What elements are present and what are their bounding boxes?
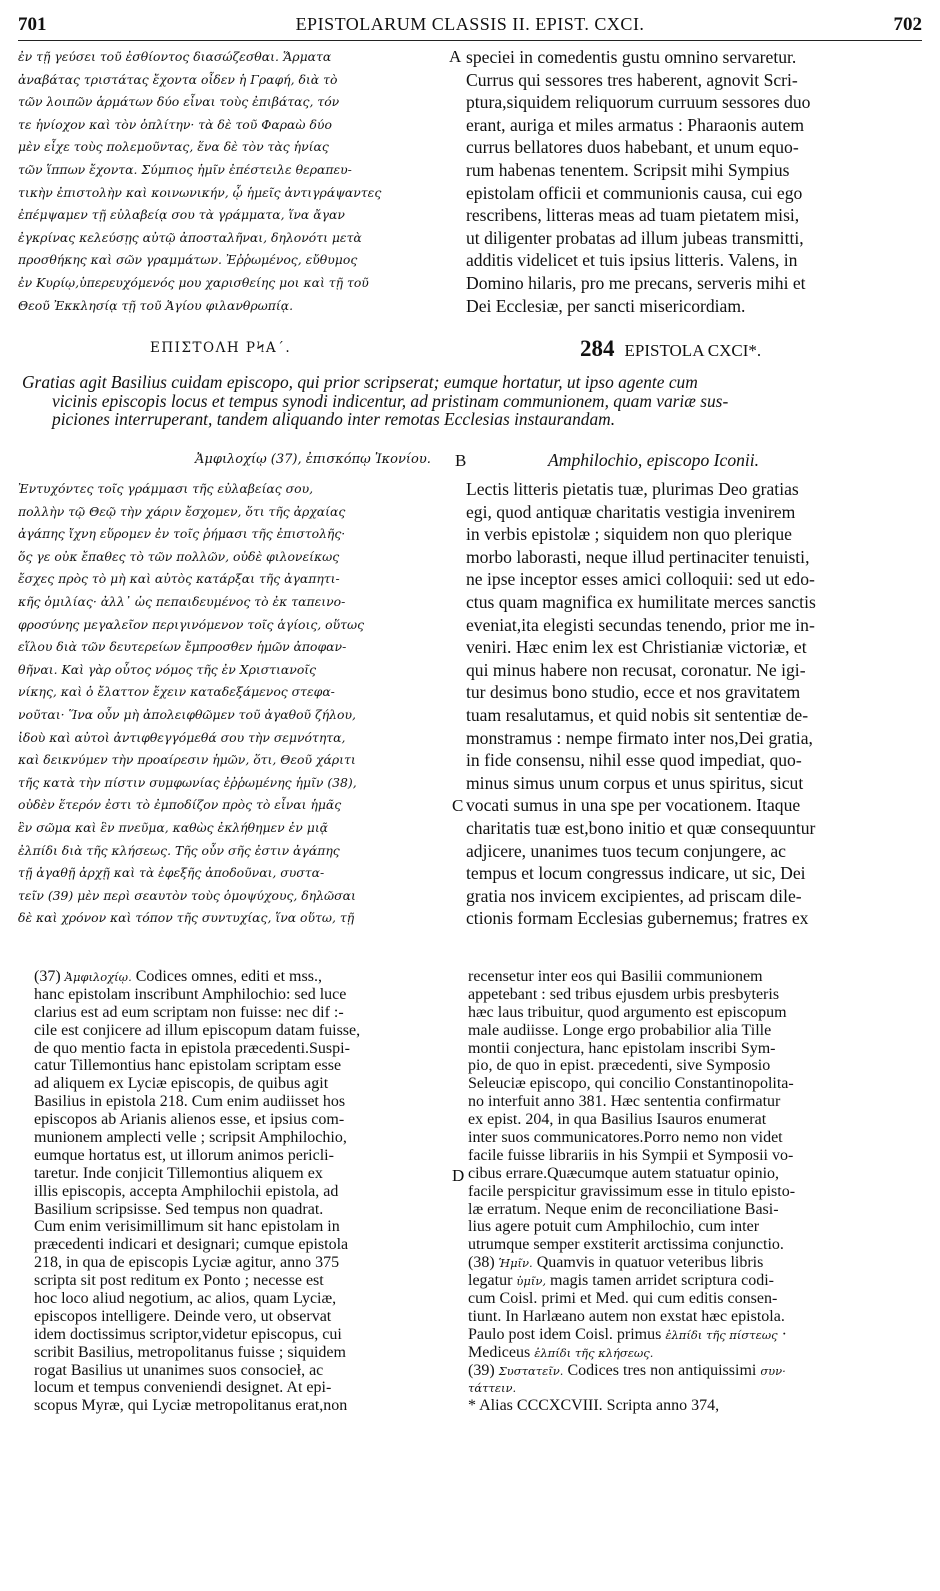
greek-text-line: τε ἡνίοχον καὶ τὸν ὁπλίτην· τὰ δὲ τοῦ Φαραὼ δύο <box>18 116 332 132</box>
footnote-line <box>34 1129 456 1147</box>
latin-text-line: adjicere, unanimes tuos tecum conjungere, ac <box>466 840 786 861</box>
footnote-greek-word: ἐλπίδι τῆς κλήσεως. <box>534 1345 654 1360</box>
footnote-line <box>468 1075 924 1093</box>
footnote-text: catur Tillemontius hanc epistolam scriptam esse <box>34 1057 342 1075</box>
footnote-line <box>34 1075 456 1093</box>
summary-line: vicinis episcopis locus et tempus synodi indicentur, ad pristinam communionem, quam variæ sus- <box>52 390 729 411</box>
greek-text-line: προσθήκης καὶ σῶν γραμμάτων. Ἐῤῥωμένος, εὔθυμος <box>18 252 358 268</box>
epistle-title-greek: ΕΠΙΣΤΟΛΗ ΡϞΑ΄. <box>150 340 292 356</box>
latin-text-line: ctus quam magnifica ex humilitate merces sanctis <box>466 591 816 612</box>
footnote-line <box>468 1362 924 1380</box>
greek-text-line: μὲν εἶχε τοὺς πολεμοῦντας, ἕνα δὲ τὸν τὰς ἡνίας <box>18 139 329 155</box>
footnote-greek-word: Ἡμῖν. <box>498 1256 533 1271</box>
margin-letter-d: D <box>452 1166 465 1185</box>
greek-text-line: ἐγκρίνας κελεύσῃς αὐτῷ ἀποσταλῆναι, δηλονότι μετὰ <box>18 229 362 245</box>
footnote-text: pio, de quo in epist. præcedenti, sive Symposio <box>468 1057 771 1075</box>
footnote-line <box>468 1290 924 1308</box>
footnote-text: rogat Basilius ut unanimes suos consocieł, ac <box>34 1361 324 1379</box>
footnote-line <box>34 1022 456 1040</box>
footnote-line <box>34 1093 456 1111</box>
footnote-text: eumque hortatus est, ut illorum animos pericli- <box>34 1146 334 1164</box>
footnote-text: utrumque semper exstiterit arctissima conjunctio. <box>468 1236 784 1254</box>
latin-text-line: tempus et locum congressus indicare, ut sic, Dei <box>466 863 806 884</box>
footnote-line <box>468 1218 924 1236</box>
epistle-label: EPISTOLA CXCI*. <box>624 341 762 360</box>
running-header <box>18 14 922 36</box>
footnote-line <box>34 1111 456 1129</box>
footnote-line <box>34 1272 456 1290</box>
footnote-text: Paulo post idem Coisl. primus <box>468 1325 666 1343</box>
footnote-line <box>34 1397 456 1415</box>
footnote-text: montii conjectura, hanc epistolam inscribi Sym- <box>468 1039 776 1057</box>
footnote-greek-word: Ἀμφιλοχίῳ. <box>64 970 132 984</box>
latin-text-line: speciei in comedentis gustu omnino servaretur. <box>466 47 797 67</box>
latin-column-top <box>466 46 922 317</box>
greek-text-line: τῶν ἵππων ἔχοντα. Σύμπιος ἡμῖν ἐπέστειλε θεραπευ- <box>18 161 352 177</box>
latin-text-line: Lectis litteris pietatis tuæ, plurimas Deo gratias <box>466 479 799 499</box>
footnote-line <box>34 1236 456 1254</box>
latin-text-line: egi, quod antiquæ charitatis vestigia invenirem <box>466 501 796 522</box>
footnotes-left <box>34 968 456 1415</box>
footnote-line <box>468 1040 924 1058</box>
footnote-line <box>34 1165 456 1183</box>
footnote-text: facile fuisse librariis in his Sympii et Symposii vo- <box>468 1146 794 1164</box>
footnote-line <box>34 1201 456 1219</box>
margin-letter-c: C <box>452 796 464 815</box>
greek-text-line: ἀγάπης ἴχνη εὕρομεν ἐν τοῖς ῥήμασι τῆς ἐπιστολῆς· <box>18 526 346 542</box>
greek-text-line: κῆς ὁμιλίας· ἀλλ᾽ ὡς πεπαιδευμένος τὸ ἐκ ταπεινο- <box>18 593 346 609</box>
footnote-text: recensetur inter eos qui Basilii communionem <box>468 968 763 985</box>
footnotes-right <box>468 968 924 1415</box>
latin-text-line: morbo laborasti, neque illud pertinaciter tenuisti, <box>466 546 810 567</box>
greek-text-line: θῆναι. Καὶ γὰρ οὗτος νόμος τῆς ἐν Χριστιανοῖς <box>18 661 317 677</box>
footnote-text: Basilium scripsisse. Sed tempus non quadrat. <box>34 1200 324 1218</box>
epistle-title-latin <box>580 336 761 362</box>
latin-text-line: qui minus habere non recusat, coronatur. Ne igi- <box>466 659 806 680</box>
greek-text-line: Θεοῦ Ἐκκλησίᾳ τῇ τοῦ Ἁγίου φιλανθρωπίᾳ. <box>18 297 294 313</box>
footnote-text: lius agere potuit cum Amphilochio, cum inter <box>468 1218 760 1236</box>
footnote-line <box>468 1129 924 1147</box>
greek-text-line: ἀναβάτας τριστάτας ἔχοντα οἶδεν ἡ Γραφή, διὰ τὸ <box>18 71 338 87</box>
greek-text-line: ὅς γε οὐκ ἔπαθες τὸ τῶν πολλῶν, οὐδὲ φιλονείκως <box>18 548 340 564</box>
footnote-text: hanc epistolam inscribunt Amphilochio: sed luce <box>34 985 347 1003</box>
greek-text-line: πολλὴν τῷ Θεῷ τὴν χάριν ἔσχομεν, ὅτι τῆς ἀρχαίας <box>18 503 346 519</box>
page-number-right: 702 <box>893 14 922 35</box>
footnote-text: ad aliquem ex Lyciæ episcopis, de quibus agit <box>34 1075 329 1093</box>
greek-text-line: φροσύνης μεγαλεῖον περιγινόμενον τοῖς ἁγίοις, οὕτως <box>18 616 365 632</box>
footnote-text: præcedenti indicari et designari; cumque epistola <box>34 1236 349 1254</box>
footnote-line <box>468 1326 924 1344</box>
greek-text-line: Ἐντυχόντες τοῖς γράμμασι τῆς εὐλαβείας σου, <box>18 481 314 496</box>
greek-column-top <box>18 46 454 317</box>
latin-text-line: rescribens, litteras meas ad tuam pietatem misi, <box>466 205 800 226</box>
greek-text-line: εἵλου διὰ τῶν δευτερείων ἔμπροσθεν ἡμῶν ἀποφαν- <box>18 639 347 655</box>
footnote-text: Codices omnes, editi et mss., <box>131 968 322 985</box>
latin-text-line: veniri. Hæc enim lex est Christianiæ victoriæ, et <box>466 637 807 658</box>
footnote-line <box>34 1344 456 1362</box>
footnote-text: taretur. Inde conjicit Tillemontius aliquem ex <box>34 1164 323 1182</box>
greek-text-line: τεῖν (39) μὲν περὶ σεαυτὸν τοὺς ὁμοψύχους, δηλῶσαι <box>18 887 356 903</box>
greek-text-line: νοῦται· Ἵνα οὖν μὴ ἀπολειφθῶμεν τοῦ ἀγαθοῦ ζήλου, <box>18 706 356 722</box>
footnote-line <box>34 1218 456 1236</box>
footnote-line <box>468 1165 924 1183</box>
footnote-line <box>34 1362 456 1380</box>
footnote-text: (37) <box>34 968 65 985</box>
greek-text-line: ἐν Κυρίῳ,ὑπερευχόμενός μου χαρισθείης μοι καὶ τῇ τοῦ <box>18 274 369 290</box>
footnote-text: scripta sit post reditum ex Ponto ; necesse est <box>34 1272 324 1290</box>
footnote-line <box>34 1040 456 1058</box>
footnote-text: episcopos ab Arianis alienos esse, et ipsius com- <box>34 1111 345 1129</box>
footnote-text: (39) <box>468 1361 499 1379</box>
footnote-text: munionem amplecti velle ; scripsit Amphilochio, <box>34 1129 347 1147</box>
footnote-text: * Alias CCCXCVIII. Scripta anno 374, <box>468 1397 720 1415</box>
latin-text-line: ne ipse inceptor esses amici colloquii: sed ut edo- <box>466 569 815 590</box>
footnote-line <box>34 1004 456 1022</box>
footnote-text: clarius est ad eum scriptam non fuisse: nec dif :- <box>34 1003 344 1021</box>
footnote-text: cum Coisl. primi et Med. qui cum editis consen- <box>468 1290 778 1308</box>
footnote-text: no interfuit anno 381. Hæc sententia confirmatur <box>468 1093 781 1111</box>
footnote-greek-word: συν· <box>760 1363 786 1378</box>
footnote-text: episcopos intelligere. Deinde vero, ut observat <box>34 1307 332 1325</box>
latin-text-line: charitatis tuæ est,bono initio et quæ consequuntur <box>466 817 816 838</box>
footnote-text: Seleuciæ episcopo, qui concilio Constantinopolita- <box>468 1075 794 1093</box>
margin-letter-b: B <box>455 451 467 470</box>
footnote-greek-word: ἐλπίδι τῆς πίστεως <box>665 1327 778 1342</box>
latin-text-line: tuam resalutamus, et quid nobis sit sententiæ de- <box>466 704 809 725</box>
footnote-line <box>34 1183 456 1201</box>
footnote-line <box>34 1379 456 1397</box>
footnote-line <box>468 1379 924 1397</box>
latin-text-line: currus bellatores duos habebant, et unum equo- <box>466 137 799 158</box>
footnote-text: hoc loco aliud negotium, ac alios, quam Lyciæ, <box>34 1290 337 1308</box>
footnote-line <box>468 1147 924 1165</box>
page-number-left: 701 <box>18 14 47 35</box>
footnote-line <box>468 1308 924 1326</box>
summary-line: piciones interruperant, tandem aliquando inter remotas Ecclesias instaurandam. <box>52 409 616 430</box>
footnote-text: magis tamen arridet scriptura codi- <box>546 1272 774 1290</box>
greek-text-line: ἐλπίδι διὰ τῆς κλήσεως. Τῆς οὖν σῆς ἐστιν ἀγάπης <box>18 842 340 858</box>
footnote-text: læ erratum. Neque enim de reconciliatione Basi- <box>468 1200 779 1218</box>
footnote-text: Quamvis in quatuor veteribus libris <box>532 1254 764 1272</box>
latin-text-line: Dei Ecclesiæ, per sancti misericordiam. <box>466 295 746 316</box>
greek-text-line: καὶ δεικνύμεν τὴν προαίρεσιν ἡμῶν, ὅτι, Θεοῦ χάριτι <box>18 752 356 768</box>
footnote-line <box>34 1147 456 1165</box>
greek-text-line: τῶν λοιπῶν ἁρμάτων δύο εἶναι τοὺς ἐπιβάτας, τόν <box>18 94 340 110</box>
latin-text-line: tur desimus bono studio, ecce et nos gravitatem <box>466 682 801 703</box>
footnote-line <box>468 968 924 986</box>
footnote-line <box>468 1397 924 1415</box>
footnote-line <box>34 1057 456 1075</box>
footnote-line <box>34 968 456 986</box>
greek-column-body <box>18 478 454 930</box>
footnote-text: hæc laus tribuitur, quod argumento est episcopum <box>468 1003 787 1021</box>
margin-letter-a: A <box>449 47 462 66</box>
greek-text-line: ἓν σῶμα καὶ ἓν πνεῦμα, καθὼς ἐκλήθημεν ἐν μιᾷ <box>18 819 329 835</box>
greek-text-line: ἔσχες πρὸς τὸ μὴ καὶ αὐτὸς κατάρξαι τῆς ἀγαπητι- <box>18 571 340 587</box>
footnote-text: 218, in qua de episcopis Lyciæ agitur, anno 375 <box>34 1254 340 1272</box>
latin-text-line: in fide consensu, nihil esse quod impediat, quo- <box>466 750 802 771</box>
footnote-line <box>34 1308 456 1326</box>
footnote-line <box>34 1254 456 1272</box>
footnote-text: locum et tempus conveniendi designet. At epi- <box>34 1379 332 1397</box>
footnote-text: facile perspicitur gravissimum esse in titulo episto- <box>468 1182 796 1200</box>
footnote-line <box>34 1290 456 1308</box>
footnote-line <box>468 1183 924 1201</box>
latin-text-line: Currus qui sessores tres haberent, agnovit Scri- <box>466 69 798 90</box>
greek-text-line: τῇ ἀγαθῇ ἀρχῇ καὶ τὰ ἐφεξῆς ἀποδοῦναι, συστα- <box>18 865 325 881</box>
footnote-text: idem doctissimus scriptor,videtur episcopus, cui <box>34 1325 342 1343</box>
greek-text-line: τικὴν ἐπιστολὴν καὶ κοινωνικήν, ᾧ ἡμεῖς ἀντιγράψαντες <box>18 184 382 200</box>
footnote-line <box>34 1326 456 1344</box>
latin-text-line: rum habenas tenentem. Scripsit mihi Sympius <box>466 159 790 180</box>
footnote-text: · <box>777 1325 787 1343</box>
footnote-text: Basilius in epistola 218. Cum enim audiisset hos <box>34 1093 346 1111</box>
greek-text-line: ἐν τῇ γεύσει τοῦ ἐσθίοντος διασώζεσθαι. Ἅρματα <box>18 49 332 64</box>
greek-text-line: νίκης, καὶ ὁ ἔλαττον ἔχειν καταδεξάμενος στεφα- <box>18 684 335 700</box>
footnote-text: inter suos communicatores.Porro nemo non videt <box>468 1129 783 1147</box>
footnote-text: illis episcopis, accepta Amphilochii epistola, ad <box>34 1182 339 1200</box>
header-rule <box>18 40 922 41</box>
latin-text-line: vocati sumus in una spe per vocationem. Itaque <box>466 795 801 816</box>
footnote-greek-word: ὑμῖν, <box>516 1274 547 1289</box>
footnote-text: Mediceus <box>468 1343 535 1361</box>
footnote-greek-word: Συστατεῖν. <box>498 1363 564 1378</box>
footnote-line <box>468 1201 924 1219</box>
footnote-text: cile est conjicere ad illum episcopum datam fuisse, <box>34 1021 361 1039</box>
footnote-text: tiunt. In Harlæano autem non exstat hæc epistola. <box>468 1307 785 1325</box>
latin-text-line: gratia nos invicem excipientes, ad priscam dile- <box>466 885 802 906</box>
footnote-text: scopus Myræ, qui Lyciæ metropolitanus erat,non <box>34 1397 348 1415</box>
latin-text-line: additis videlicet et tuis ipsius litteris. Valens, in <box>466 250 798 271</box>
footnote-line <box>468 1236 924 1254</box>
greek-text-line: οὐδὲν ἕτερόν ἐστι τὸ ἐμποδίζον πρὸς τὸ εἶναι ἡμᾶς <box>18 797 342 813</box>
latin-text-line: erant, auriga et miles armatus : Pharaonis autem <box>466 114 805 135</box>
latin-text-line: ptura,siquidem reliquorum curruum sessores duo <box>466 92 811 113</box>
footnote-line <box>468 1057 924 1075</box>
footnote-text: Codices tres non antiquissimi <box>563 1361 761 1379</box>
footnote-text: (38) <box>468 1254 499 1272</box>
latin-text-line: minus simus unum corpus et unus spiritus, sicut <box>466 772 804 793</box>
greek-text-line: δὲ καὶ χρόνον καὶ τόπον τῆς συντυχίας, ἵνα οὕτω, τῇ <box>18 910 355 926</box>
latin-column-body <box>466 478 922 930</box>
greek-text-line: ἰδοὺ καὶ αὐτοὶ ἀντιφθεγγόμεθά σου τὴν σεμνότητα, <box>18 729 346 745</box>
footnote-line <box>468 1344 924 1362</box>
footnote-line <box>468 986 924 1004</box>
footnote-text: cibus errare.Quæcumque autem statuatur opinio, <box>468 1164 780 1182</box>
address-greek: Ἀμφιλοχίῳ (37), ἐπισκόπῳ Ἰκονίου. <box>195 452 431 467</box>
latin-text-line: Domino hilaris, pro me precans, serveris mihi et <box>466 272 806 293</box>
epistle-summary <box>22 372 914 430</box>
address-latin: Amphilochio, episcopo Iconii. <box>548 450 760 470</box>
footnote-line <box>468 1004 924 1022</box>
latin-text-line: ctionis formam Ecclesias gubernemus; fratres ex <box>466 908 809 929</box>
greek-text-line: τῆς κατὰ τὴν πίστιν συμφωνίας ἐῤῥωμένης ἡμῖν (38), <box>18 774 357 790</box>
footnote-text: scribit Basilius, metropolitanus fuisse ; siquidem <box>34 1343 346 1361</box>
footnote-greek-word: τάττειν. <box>468 1381 517 1396</box>
running-title: EPISTOLARUM CLASSIS II. EPIST. CXCI. <box>295 14 645 34</box>
footnote-text: de quo mentio facta in epistola præcedenti.Suspi- <box>34 1039 350 1057</box>
footnote-text: Cum enim verisimillimum sit hanc epistolam in <box>34 1218 340 1236</box>
latin-text-line: eveniat,ita elegisti secundas tenendo, prior me in- <box>466 614 815 635</box>
latin-text-line: epistolam officii et communionis causa, cui ego <box>466 182 803 203</box>
footnote-line <box>468 1111 924 1129</box>
footnote-text: ex epist. 204, in qua Basilius Isauros enumerat <box>468 1111 767 1129</box>
epistle-number: 284 <box>580 336 615 361</box>
footnote-line <box>468 1093 924 1111</box>
latin-text-line: in verbis epistolæ ; siquidem non quo plerique <box>466 524 792 545</box>
greek-text-line: ἐπέμψαμεν τῇ εὐλαβείᾳ σου τὰ γράμματα, ἵνα ἄγαν <box>18 207 345 223</box>
footnote-text: appetebant : sed tribus ejusdem urbis presbyteris <box>468 985 780 1003</box>
footnote-line <box>468 1022 924 1040</box>
latin-text-line: ut diligenter probatas ad illum jubeas transmitti, <box>466 227 804 248</box>
footnote-text: legatur <box>468 1272 517 1290</box>
footnote-line <box>34 986 456 1004</box>
summary-line: Gratias agit Basilius cuidam episcopo, qui prior scripserat; eumque hortatur, ut ipso agente cum <box>22 372 698 392</box>
footnote-line <box>468 1254 924 1272</box>
footnote-line <box>468 1272 924 1290</box>
latin-text-line: monstramus : nempe firmato inter nos,Dei gratia, <box>466 727 813 748</box>
footnote-text: male audiisse. Longe ergo probabilior alia Tille <box>468 1021 772 1039</box>
